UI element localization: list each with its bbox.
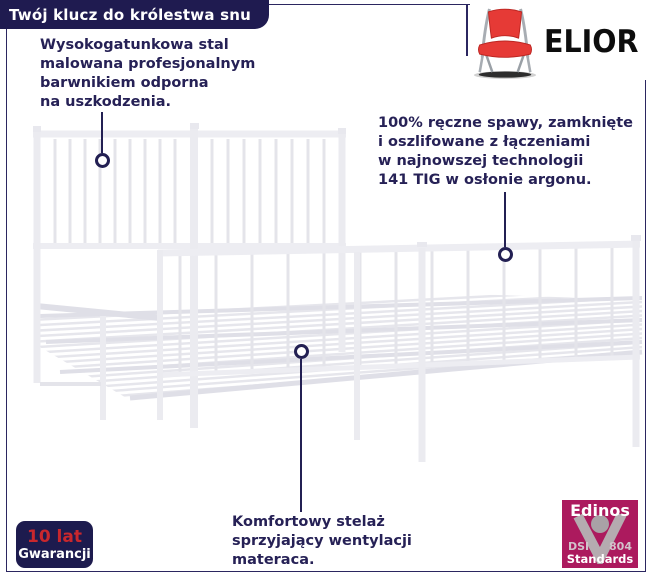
note-welds [378,114,633,190]
brand-name: ELIOR [544,24,639,60]
edinos-cert-left: DSI [568,540,590,553]
note-steel-line-2: malowana profesjonalnym [40,56,256,72]
callout-marker-steel [95,153,110,168]
callout-marker-welds [498,247,513,262]
note-welds-line-3: w najnowszej technologii [378,153,584,169]
banner [0,0,269,29]
note-welds-line-4: 141 TIG w osłonie argonu. [378,172,592,188]
callout-line-frame [300,359,302,512]
note-steel-line-4: na uszkodzenia. [40,94,172,110]
note-welds-line-2: i oszlifowane z łączeniami [378,134,591,150]
edinos-brand: Edinos [570,501,630,520]
warranty-years: 10 lat [26,526,82,547]
note-frame-line-1: Komfortowy stelaż [232,514,385,530]
banner-text: Twój klucz do królestwa snu [9,5,251,24]
note-steel-line-1: Wysokogatunkowa stal [40,37,229,53]
note-frame-line-2: sprzyjający wentylacji [232,533,412,549]
logo-divider [466,4,468,56]
callout-line-steel [101,112,103,153]
warranty-badge [16,521,93,568]
callout-marker-frame [294,344,309,359]
note-steel [40,36,255,112]
note-frame-line-3: materaca. [232,552,315,568]
note-steel-line-3: barwnikiem odporna [40,75,209,91]
note-frame [232,513,412,570]
edinos-cert-label: Standards [566,552,634,566]
bed-legs [40,316,103,420]
edinos-badge [562,500,638,568]
warranty-label: Gwarancji [18,546,91,562]
note-welds-line-1: 100% ręczne spawy, zamknięte [378,115,634,131]
elior-logo [470,4,648,80]
red-chair-icon [470,5,540,79]
edinos-cert-right: 804 [609,540,632,553]
callout-line-welds [504,192,506,247]
